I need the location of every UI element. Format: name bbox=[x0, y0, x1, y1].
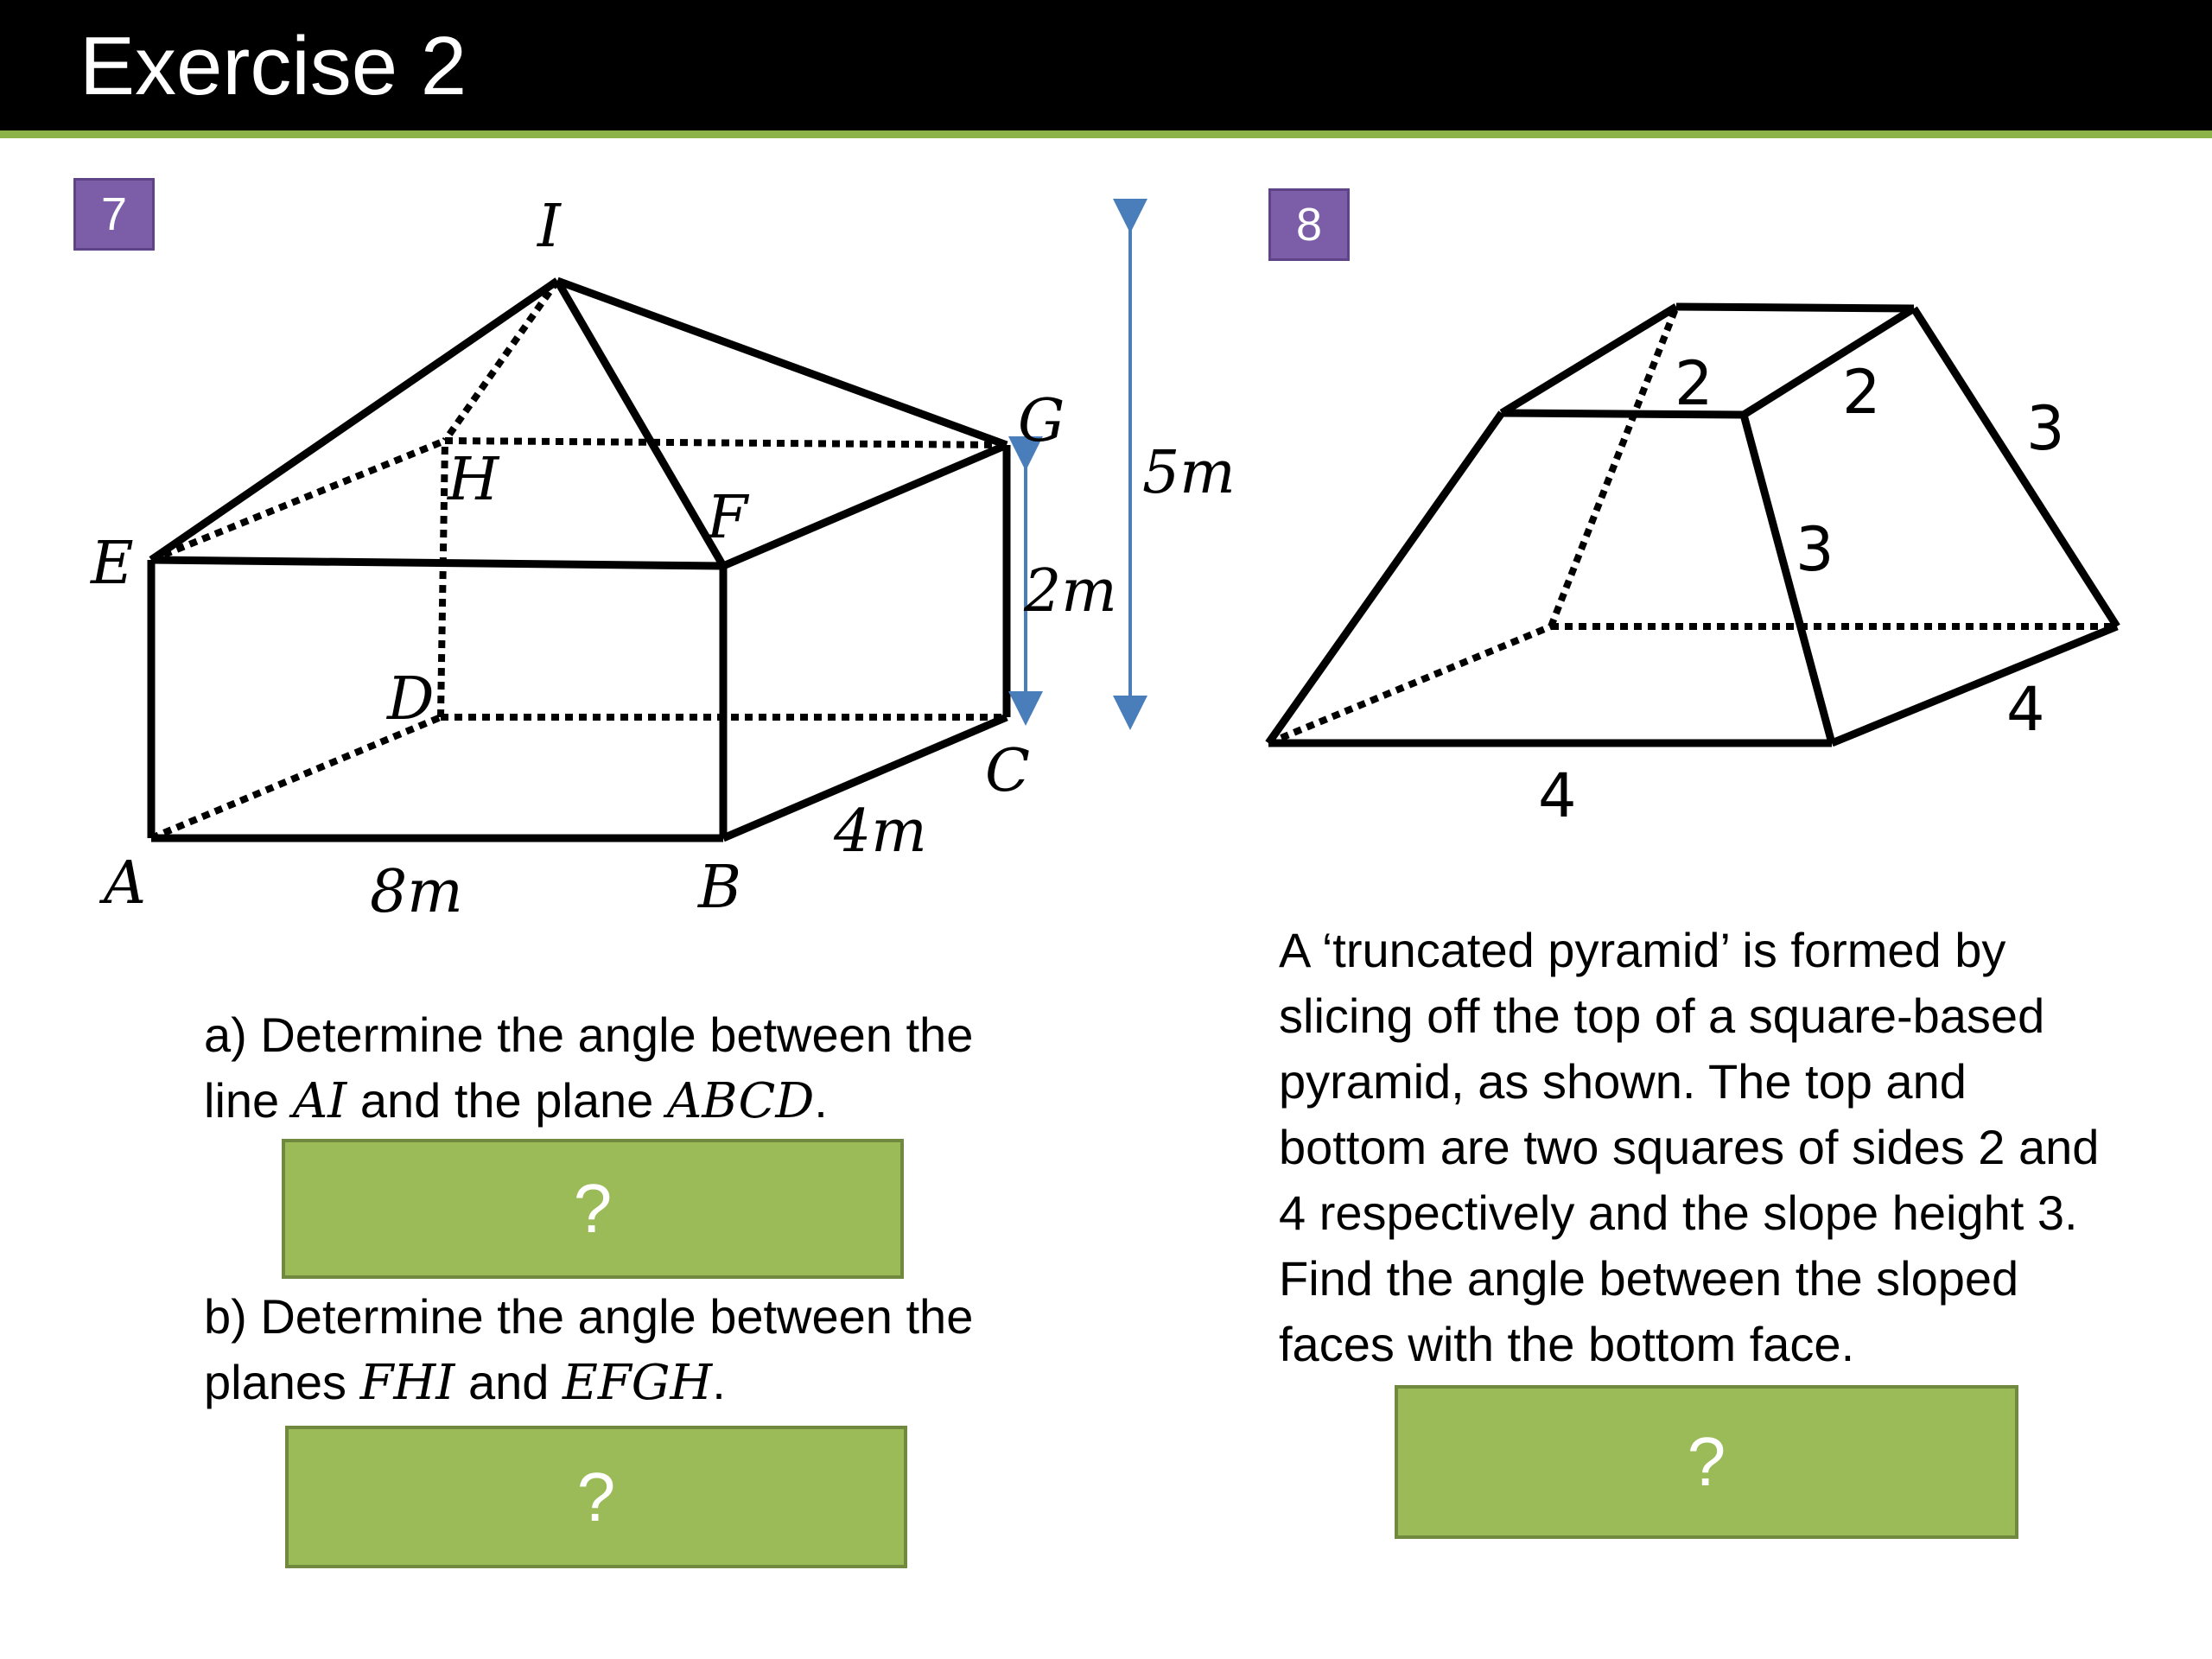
prism-pyramid-diagram bbox=[151, 281, 1007, 838]
q8-problem-text bbox=[1279, 918, 2195, 1377]
q8-answer-button[interactable]: ? bbox=[1395, 1385, 2018, 1539]
edge-AD bbox=[151, 717, 441, 838]
label-8m: 8m bbox=[370, 858, 463, 926]
edge-top-right bbox=[1744, 308, 1914, 415]
q8-text-line: bottom are two squares of sides 2 and bbox=[1279, 1120, 2100, 1174]
label-top-right-2: 2 bbox=[1842, 357, 1881, 428]
edge-DH bbox=[441, 441, 445, 717]
q7-part-b-line1: b) Determine the angle between the bbox=[204, 1289, 974, 1344]
visible-edges bbox=[151, 281, 1007, 838]
slide-title: Exercise 2 bbox=[79, 20, 467, 112]
label-base-front-4: 4 bbox=[1538, 760, 1577, 831]
edge-IH bbox=[445, 281, 557, 441]
edge-top-left bbox=[1502, 307, 1676, 413]
q8-text-line: 4 respectively and the slope height 3. bbox=[1279, 1185, 2078, 1240]
q7-part-a-line1: a) Determine the angle between the bbox=[204, 1007, 974, 1062]
label-G: G bbox=[1018, 387, 1065, 455]
q7a-answer-button[interactable]: ? bbox=[282, 1139, 904, 1279]
label-A: A bbox=[104, 849, 147, 918]
q7-part-a-text bbox=[204, 1002, 1111, 1135]
edge-base-right bbox=[1832, 626, 2117, 743]
edge-slant-back-right bbox=[1914, 308, 2117, 626]
label-I: I bbox=[537, 193, 561, 261]
edge-FG bbox=[723, 445, 1007, 566]
q8-text-line: pyramid, as shown. The top and bbox=[1279, 1054, 1967, 1109]
q7b-answer-button[interactable]: ? bbox=[285, 1426, 907, 1568]
q7-part-b-line2: planes FHI and EFGH. bbox=[204, 1355, 726, 1411]
q8-text-line: slicing off the top of a square-based bbox=[1279, 988, 2045, 1043]
label-top-left-2: 2 bbox=[1675, 348, 1713, 419]
q8-text-line: Find the angle between the sloped bbox=[1279, 1251, 2019, 1306]
question-8-badge: 8 bbox=[1268, 188, 1350, 261]
label-5m: 5m bbox=[1142, 439, 1236, 507]
question-7-badge: 7 bbox=[73, 178, 155, 251]
label-base-right-4: 4 bbox=[2006, 674, 2045, 745]
label-B: B bbox=[698, 854, 741, 922]
dimension-arrows bbox=[1026, 216, 1130, 713]
label-F: F bbox=[707, 484, 748, 552]
edge-EF bbox=[151, 560, 723, 566]
label-E: E bbox=[91, 530, 134, 598]
edge-IG bbox=[557, 281, 1007, 445]
q7-part-b-text bbox=[204, 1284, 1111, 1416]
q8-text-line: A ‘truncated pyramid’ is formed by bbox=[1279, 923, 2006, 977]
label-slant-right-3: 3 bbox=[2026, 393, 2065, 464]
edge-IE bbox=[151, 281, 557, 560]
edge-IF bbox=[557, 281, 723, 566]
edge-HG bbox=[445, 441, 1007, 445]
label-D: D bbox=[387, 665, 435, 734]
label-H: H bbox=[448, 446, 499, 514]
label-C: C bbox=[985, 737, 1031, 805]
q8-text-line: faces with the bottom face. bbox=[1279, 1317, 1855, 1371]
edge-slant-back-left bbox=[1551, 307, 1676, 626]
label-2m: 2m bbox=[1024, 557, 1117, 626]
q7-part-a-line2: line AI and the plane ABCD. bbox=[204, 1073, 828, 1129]
edge-top-back bbox=[1676, 307, 1914, 308]
label-slant-front-3: 3 bbox=[1796, 514, 1834, 585]
label-4m: 4m bbox=[834, 798, 927, 866]
